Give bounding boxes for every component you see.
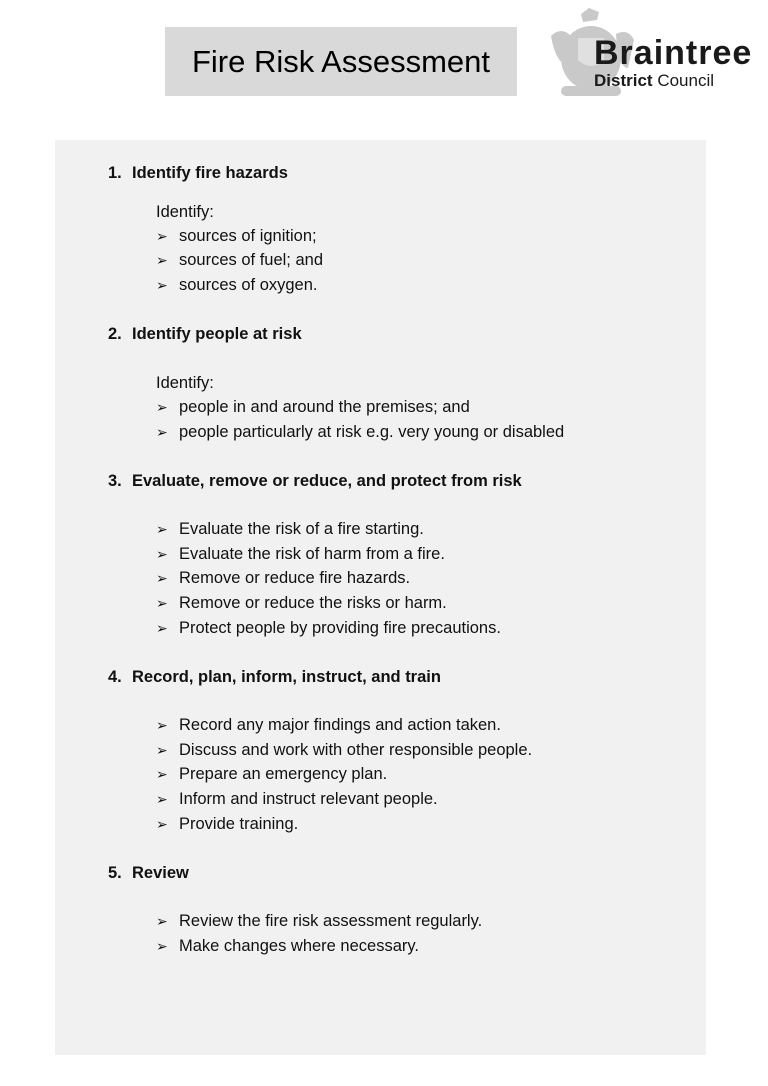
arrow-bullet-icon: ➢ (156, 252, 168, 268)
section-review (108, 861, 483, 955)
arrow-bullet-icon: ➢ (156, 277, 168, 293)
section-record-plan (108, 665, 533, 833)
list-item: ➢ sources of ignition; (156, 224, 317, 248)
arrow-bullet-icon: ➢ (156, 816, 168, 832)
braintree-logo (546, 6, 761, 98)
arrow-bullet-icon: ➢ (156, 228, 168, 244)
arrow-bullet-icon: ➢ (156, 570, 168, 586)
list-item: ➢ sources of fuel; and (156, 248, 323, 272)
arrow-bullet-icon: ➢ (156, 717, 168, 733)
list-item: ➢ Record any major findings and action taken. (156, 713, 501, 737)
logo-name: Braintree (594, 34, 753, 72)
list-item: ➢ people in and around the premises; and (156, 395, 470, 419)
list-item: ➢ Evaluate the risk of harm from a fire. (156, 542, 445, 566)
arrow-bullet-icon: ➢ (156, 521, 168, 537)
intro-text: Identify: (156, 203, 214, 221)
list-item: ➢ people particularly at risk e.g. very young or disabled (156, 420, 564, 444)
arrow-bullet-icon: ➢ (156, 424, 168, 440)
section-heading: 1. Identify fire hazards (108, 164, 288, 182)
arrow-bullet-icon: ➢ (156, 766, 168, 782)
list-item: ➢ Inform and instruct relevant people. (156, 787, 438, 811)
section-heading: 2. Identify people at risk (108, 325, 302, 343)
list-item: ➢ Remove or reduce fire hazards. (156, 566, 410, 590)
list-item: ➢ sources of oxygen. (156, 273, 318, 297)
content-panel (55, 140, 706, 1055)
list-item: ➢ Remove or reduce the risks or harm. (156, 591, 447, 615)
section-identify-people (108, 322, 565, 441)
intro-text: Identify: (156, 374, 214, 392)
arrow-bullet-icon: ➢ (156, 742, 168, 758)
arrow-bullet-icon: ➢ (156, 399, 168, 415)
list-item: ➢ Make changes where necessary. (156, 934, 419, 958)
section-heading: 5. Review (108, 864, 189, 882)
list-item: ➢ Review the fire risk assessment regularly. (156, 909, 482, 933)
document-title: Fire Risk Assessment (165, 27, 517, 96)
list-item: ➢ Protect people by providing fire precautions. (156, 616, 501, 640)
arrow-bullet-icon: ➢ (156, 595, 168, 611)
section-heading: 4. Record, plan, inform, instruct, and train (108, 668, 441, 686)
arrow-bullet-icon: ➢ (156, 620, 168, 636)
logo-subtitle: District Council (594, 71, 715, 90)
arrow-bullet-icon: ➢ (156, 913, 168, 929)
section-evaluate (108, 469, 522, 637)
arrow-bullet-icon: ➢ (156, 938, 168, 954)
arrow-bullet-icon: ➢ (156, 791, 168, 807)
list-item: ➢ Evaluate the risk of a fire starting. (156, 517, 424, 541)
section-heading: 3. Evaluate, remove or reduce, and protect from risk (108, 472, 522, 490)
list-item: ➢ Prepare an emergency plan. (156, 762, 387, 786)
list-item: ➢ Provide training. (156, 812, 298, 836)
list-item: ➢ Discuss and work with other responsible people. (156, 738, 532, 762)
arrow-bullet-icon: ➢ (156, 546, 168, 562)
section-identify-hazards (108, 161, 324, 294)
